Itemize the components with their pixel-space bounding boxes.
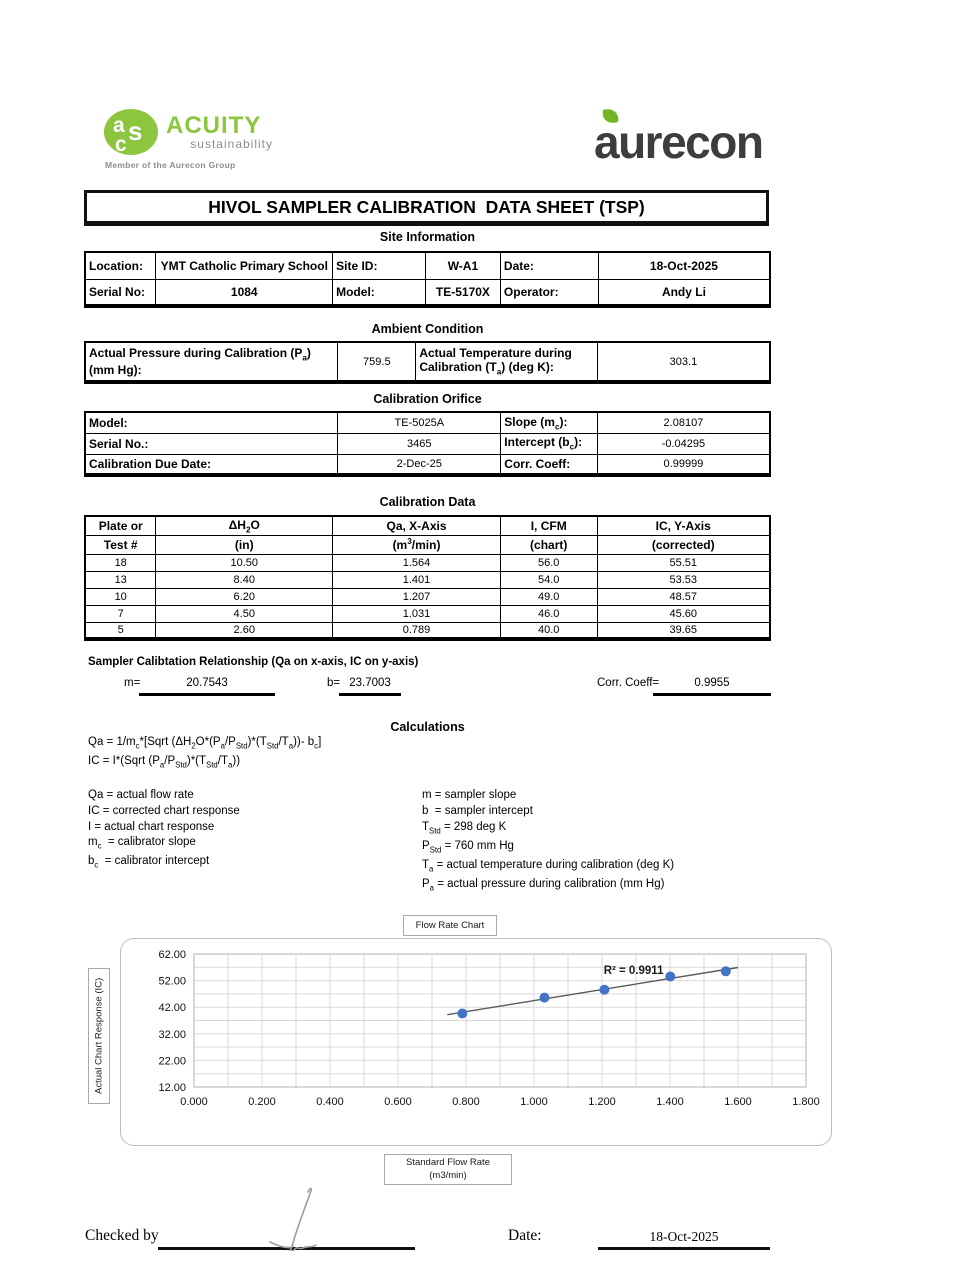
- col-subheader: (in): [156, 535, 333, 554]
- x-axis-label-line2: (m3/min): [429, 1169, 467, 1181]
- corr-coeff-value: 0.99999: [597, 454, 770, 475]
- ambient-condition-table: [84, 341, 771, 384]
- b-label: b=: [327, 677, 341, 689]
- cell: 54.0: [500, 571, 597, 588]
- definition: $T_a$ = actual temperature during calibration (deg K): [422, 858, 675, 874]
- m-underline: [139, 693, 275, 696]
- b-value: 23.7003: [349, 677, 391, 689]
- acuity-logo: [103, 106, 288, 172]
- table-row: [85, 252, 770, 279]
- date-value: 18-Oct-2025: [598, 252, 770, 279]
- flow-rate-chart: [121, 939, 831, 1145]
- calibration-data-heading: Calibration Data: [379, 495, 476, 509]
- chart-frame: [120, 938, 832, 1146]
- serial-no-label: Serial No:: [85, 279, 156, 306]
- svg-text:1.600: 1.600: [724, 1096, 752, 1108]
- x-axis-label-box: [384, 1154, 512, 1185]
- cell: 1.401: [333, 571, 501, 588]
- calibration-orifice-heading: Calibration Orifice: [373, 392, 482, 406]
- definition: $P_{Std} = 760$ mm Hg: [422, 839, 514, 854]
- intercept-label: Intercept $(b_c)$:: [501, 433, 598, 454]
- cell: 7: [85, 605, 156, 622]
- svg-text:32.00: 32.00: [158, 1028, 186, 1041]
- table-row: [85, 342, 770, 382]
- calculations-heading: Calculations: [390, 720, 465, 734]
- temperature-label: Actual Temperature during Calibration $(T_a)$ (deg K):: [416, 342, 598, 382]
- definitions-right: [422, 788, 782, 896]
- relationship-heading: Sampler Calibtation Relationship (Qa on x-axis, IC on y-axis): [88, 656, 419, 668]
- cell: 1.207: [333, 588, 501, 605]
- cell: 0.789: [333, 622, 501, 639]
- col-subheader: Test #: [85, 535, 156, 554]
- acuity-logo-mark: [103, 108, 161, 156]
- definition: $T_{Std} = 298$ deg K: [422, 820, 507, 835]
- svg-text:0.800: 0.800: [452, 1096, 480, 1108]
- chart-title-box: Flow Rate Chart: [403, 915, 497, 936]
- date-label: Date:: [500, 252, 598, 279]
- definition: Qa = actual flow rate: [88, 789, 194, 801]
- svg-text:12.00: 12.00: [158, 1082, 186, 1094]
- cell: 6.20: [156, 588, 333, 605]
- col-subheader: (chart): [500, 535, 597, 554]
- orifice-serial-value: 3465: [338, 433, 501, 454]
- svg-text:1.800: 1.800: [792, 1096, 820, 1108]
- svg-text:0.000: 0.000: [180, 1096, 208, 1108]
- col-header: $\Delta H_2O$: [156, 516, 333, 535]
- corr-label: Corr. Coeff=: [597, 677, 660, 689]
- y-axis-label: Actual Chart Response (IC): [93, 977, 105, 1095]
- definition: IC = corrected chart response: [88, 804, 240, 817]
- cell: 4.50: [156, 605, 333, 622]
- y-axis-label-box: [88, 968, 110, 1104]
- col-subheader: (corrected): [597, 535, 770, 554]
- definition: I = actual chart response: [88, 820, 215, 833]
- cell: 55.51: [597, 554, 770, 571]
- site-id-label: Site ID:: [333, 252, 426, 279]
- svg-text:1.200: 1.200: [588, 1096, 616, 1108]
- definition: $m_c$ = calibrator slope: [88, 836, 196, 851]
- cell: 5: [85, 622, 156, 639]
- definition: $b_c$ = calibrator intercept: [88, 855, 210, 870]
- acuity-mark-letter-c: c: [115, 133, 127, 156]
- cell: 53.53: [597, 571, 770, 588]
- model-label: Model:: [333, 279, 426, 306]
- table-row: [85, 454, 770, 475]
- table-row: [85, 279, 770, 306]
- orifice-serial-label: Serial No.:: [85, 433, 338, 454]
- col-header: Qa, X-Axis: [333, 516, 501, 535]
- col-header: Plate or: [85, 516, 156, 535]
- cell: 40.0: [500, 622, 597, 639]
- table-row: [85, 412, 770, 433]
- acuity-wordmark: ACUITY: [166, 112, 262, 139]
- orifice-model-value: TE-5025A: [338, 412, 501, 433]
- table-row: [85, 622, 770, 639]
- table-row: [85, 433, 770, 454]
- table-row: [85, 605, 770, 622]
- formula-qa: $Qa = 1/m_c*[Sqrt$ $(\Delta H_2O*(P_a/P_{Std})*(T_{Std}/T_a))-$ $b_c$]: [88, 736, 322, 751]
- location-value: YMT Catholic Primary School: [156, 252, 333, 279]
- cell: 48.57: [597, 588, 770, 605]
- cell: 1.031: [333, 605, 501, 622]
- svg-text:42.00: 42.00: [158, 1002, 186, 1015]
- temperature-value: 303.1: [597, 342, 770, 382]
- operator-value: Andy Li: [598, 279, 770, 306]
- slope-label: Slope $(m_c)$:: [501, 412, 598, 433]
- svg-text:0.200: 0.200: [248, 1096, 276, 1108]
- calibration-data-table: [84, 515, 771, 641]
- col-header: IC, Y-Axis: [597, 516, 770, 535]
- m-label: m=: [124, 677, 141, 689]
- due-date-label: Calibration Due Date:: [85, 454, 338, 475]
- intercept-value: -0.04295: [597, 433, 770, 454]
- operator-label: Operator:: [500, 279, 598, 306]
- svg-text:0.600: 0.600: [384, 1096, 412, 1108]
- date-line: [598, 1247, 770, 1250]
- acuity-mark-letter-s: s: [128, 116, 143, 146]
- site-id-value: W-A1: [425, 252, 500, 279]
- m-value: 20.7543: [186, 677, 228, 689]
- calibration-orifice-table: [84, 411, 771, 477]
- model-value: TE-5170X: [425, 279, 500, 306]
- b-underline: [339, 693, 401, 696]
- acuity-mark-letter-a: a: [113, 114, 125, 137]
- acuity-member-text: Member of the Aurecon Group: [105, 160, 236, 170]
- cell: 10.50: [156, 554, 333, 571]
- cell: 56.0: [500, 554, 597, 571]
- cell: 45.60: [597, 605, 770, 622]
- pressure-label: Actual Pressure during Calibration $(P_a)$ (mm Hg):: [85, 342, 338, 382]
- svg-text:52.00: 52.00: [158, 975, 186, 988]
- svg-text:62.00: 62.00: [158, 949, 186, 961]
- formula-ic: IC = I*(Sqrt $(P_a/P_{Std})*(T_{Std}/T_a)$): [88, 755, 241, 770]
- serial-no-value: 1084: [156, 279, 333, 306]
- corr-value: 0.9955: [694, 677, 730, 689]
- definition: m = sampler slope: [422, 789, 517, 801]
- cell: 46.0: [500, 605, 597, 622]
- slope-value: 2.08107: [597, 412, 770, 433]
- checked-by-label: Checked by: [85, 1227, 159, 1244]
- orifice-model-label: Model:: [85, 412, 338, 433]
- acuity-tagline: sustainability: [190, 137, 273, 151]
- table-row: [85, 588, 770, 605]
- cell: 39.65: [597, 622, 770, 639]
- definition: b = sampler intercept: [422, 804, 533, 817]
- site-information-table: [84, 251, 771, 308]
- page-title: HIVOL SAMPLER CALIBRATION DATA SHEET (TSP): [84, 190, 769, 226]
- col-header: I, CFM: [500, 516, 597, 535]
- corr-underline: [653, 693, 771, 696]
- location-label: Location:: [85, 252, 156, 279]
- cell: 18: [85, 554, 156, 571]
- table-row: [85, 554, 770, 571]
- header-row: [85, 535, 770, 554]
- pressure-value: 759.5: [338, 342, 416, 382]
- aurecon-wordmark: aurecon: [594, 116, 763, 168]
- cell: 10: [85, 588, 156, 605]
- due-date-value: 2-Dec-25: [338, 454, 501, 475]
- signature: [240, 1183, 340, 1251]
- cell: 2.60: [156, 622, 333, 639]
- svg-text:R² = 0.9911: R² = 0.9911: [603, 965, 664, 977]
- corr-coeff-label: Corr. Coeff:: [501, 454, 598, 475]
- svg-text:1.400: 1.400: [656, 1096, 684, 1108]
- svg-text:0.400: 0.400: [316, 1096, 344, 1108]
- x-axis-label-line1: Standard Flow Rate: [406, 1157, 490, 1168]
- header-row: [85, 516, 770, 535]
- svg-text:1.000: 1.000: [520, 1096, 548, 1108]
- aurecon-logo: [594, 106, 794, 172]
- table-row: [85, 571, 770, 588]
- date-footer-label: Date:: [508, 1227, 542, 1244]
- site-information-heading: Site Information: [379, 230, 476, 244]
- cell: 49.0: [500, 588, 597, 605]
- definition: $P_a$ = actual pressure during calibration (mm Hg): [422, 877, 665, 893]
- date-footer-value: 18-Oct-2025: [649, 1229, 719, 1244]
- svg-text:22.00: 22.00: [158, 1055, 186, 1068]
- col-subheader: $(m^3/\min)$: [333, 535, 501, 554]
- cell: 1.564: [333, 554, 501, 571]
- definitions-left: [88, 788, 408, 874]
- cell: 8.40: [156, 571, 333, 588]
- cell: 13: [85, 571, 156, 588]
- ambient-condition-heading: Ambient Condition: [371, 322, 484, 336]
